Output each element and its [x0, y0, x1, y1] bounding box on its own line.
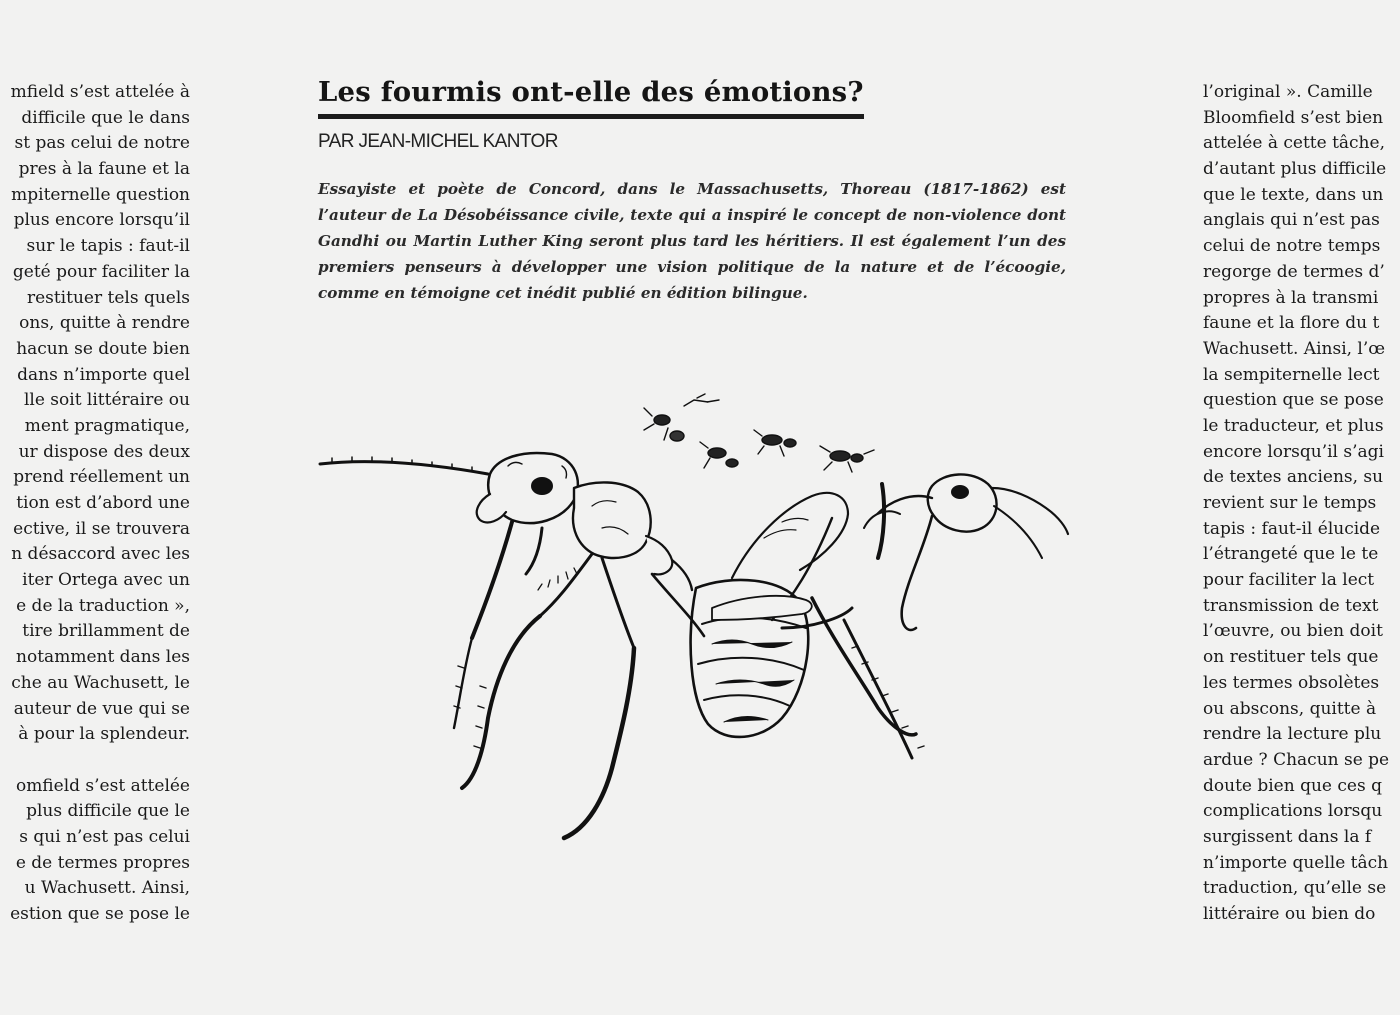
column-line: tion est d’abord une [16, 493, 190, 513]
column-line: anglais qui n’est pas [1203, 210, 1380, 231]
antenna-right [992, 488, 1068, 534]
column-line: u Wachusett. Ainsi, [24, 878, 190, 899]
column-line: prend réellement un [13, 467, 190, 488]
small-ant-group [644, 394, 874, 472]
column-line: ons, quitte à rendre [19, 313, 190, 334]
column-line: notamment dans les [16, 647, 190, 668]
column-line: iter Ortega avec un [22, 570, 190, 591]
column-line: n désaccord avec les [11, 544, 190, 565]
column-line: difficile que le dans [21, 107, 190, 128]
column-line: d’autant plus difficile [1203, 159, 1387, 180]
column-line: propres à la transmi [1203, 287, 1379, 308]
ant-leg-2 [540, 554, 592, 616]
column-line: che au Wachusett, le [11, 672, 190, 693]
column-line: pres à la faune et la [18, 159, 190, 180]
column-line: transmission de text [1203, 595, 1379, 616]
column-line: que le texte, dans un [1203, 184, 1384, 205]
paragraph-gap [0, 748, 190, 774]
column-line: l’œuvre, ou bien doit [1203, 621, 1383, 642]
column-line: tapis : faut-il élucide [1203, 518, 1381, 539]
article-intro: Essayiste et poète de Concord, dans le Massachusetts, Thoreau (1817-1862) est l’auteur de La Désobéissance civile, texte qui a inspiré le concept de non-violence dont Gandhi ou Martin Luther King seront plus tard les héritiers. Il est également l’un des premiers penseurs à développer une vision politique de la nature et de l’écoogie, comme en témoigne cet inédit publié en édition bilingue. [318, 180, 1066, 302]
column-line: faune et la flore du t [1203, 313, 1380, 334]
column-line: surgissent dans la f [1203, 826, 1372, 847]
article-header [318, 76, 1066, 321]
column-line: Wachusett. Ainsi, l’œ [1203, 338, 1386, 359]
column-line: s qui n’est pas celui [19, 826, 190, 847]
column-line: ective, il se trouvera [13, 518, 190, 539]
column-line: à pour la splendeur. [18, 724, 190, 745]
column-line: ardue ? Chacun se pe [1203, 749, 1390, 770]
left-column-text [0, 80, 190, 928]
column-line: les termes obsolètes [1203, 672, 1380, 693]
column-line: ur dispose des deux [18, 441, 190, 462]
column-line: st pas celui de notre [14, 133, 190, 154]
column-line: tire brillamment de [22, 621, 190, 642]
column-line: pour faciliter la lect [1203, 570, 1375, 591]
column-line: auteur de vue qui se [13, 698, 190, 719]
column-line: encore lorsqu’il s’agi [1203, 441, 1384, 462]
column-line: la sempiternelle lect [1203, 364, 1380, 385]
column-line: celui de notre temps [1203, 236, 1381, 257]
column-line: e de la traduction », [16, 595, 190, 616]
column-line: l’original ». Camille [1203, 82, 1373, 102]
ant-thorax [573, 482, 651, 558]
column-line: on restituer tels que [1203, 647, 1379, 668]
column-line: ment pragmatique, [24, 415, 190, 436]
ant-head-right [928, 474, 997, 531]
column-line: Bloomfield s’est bien [1203, 107, 1384, 128]
column-line: estion que se pose le [10, 904, 190, 924]
column-line: mpiternelle question [11, 184, 190, 205]
column-line: traduction, qu’elle se [1203, 878, 1387, 899]
column-line: littéraire ou bien do [1203, 904, 1376, 924]
column-line: rendre la lecture plu [1203, 724, 1382, 745]
column-line: plus encore lorsqu’il [13, 210, 190, 231]
column-line: restituer tels quels [26, 287, 190, 308]
column-line: de textes anciens, su [1203, 467, 1384, 488]
column-line: complications lorsqu [1203, 801, 1383, 822]
column-line: attelée à cette tâche, [1203, 133, 1385, 154]
column-line: revient sur le temps [1203, 493, 1377, 513]
column-line: omfield s’est attelée [15, 775, 190, 796]
column-line: n’importe quelle tâch [1203, 852, 1389, 873]
column-line: geté pour faciliter la [12, 261, 190, 282]
column-line: lle soit littéraire ou [23, 390, 190, 411]
column-line: dans n’importe quel [17, 364, 190, 385]
article-title: Les fourmis ont-elle des émotions? [318, 76, 864, 119]
ant-illustration [312, 388, 1072, 848]
column-line: sur le tapis : faut-il [26, 236, 190, 257]
column-line: doute bien que ces q [1203, 775, 1382, 796]
column-line: regorge de termes d’ [1203, 261, 1385, 282]
ant-leg-1 [472, 522, 512, 638]
column-line: mfield s’est attelée à [10, 82, 190, 102]
right-column-text [1203, 80, 1400, 928]
column-line: hacun se doute bien [16, 338, 190, 359]
column-line: le traducteur, et plus [1203, 415, 1384, 436]
article-byline: PAR JEAN-MICHEL KANTOR [318, 131, 558, 152]
column-line: l’étrangeté que le te [1203, 544, 1379, 565]
column-line: question que se pose [1203, 390, 1384, 411]
column-line: ou abscons, quitte à [1203, 698, 1377, 719]
column-line: plus difficile que le [26, 801, 190, 822]
column-line: e de termes propres [15, 852, 190, 873]
antenna-left [320, 462, 488, 474]
